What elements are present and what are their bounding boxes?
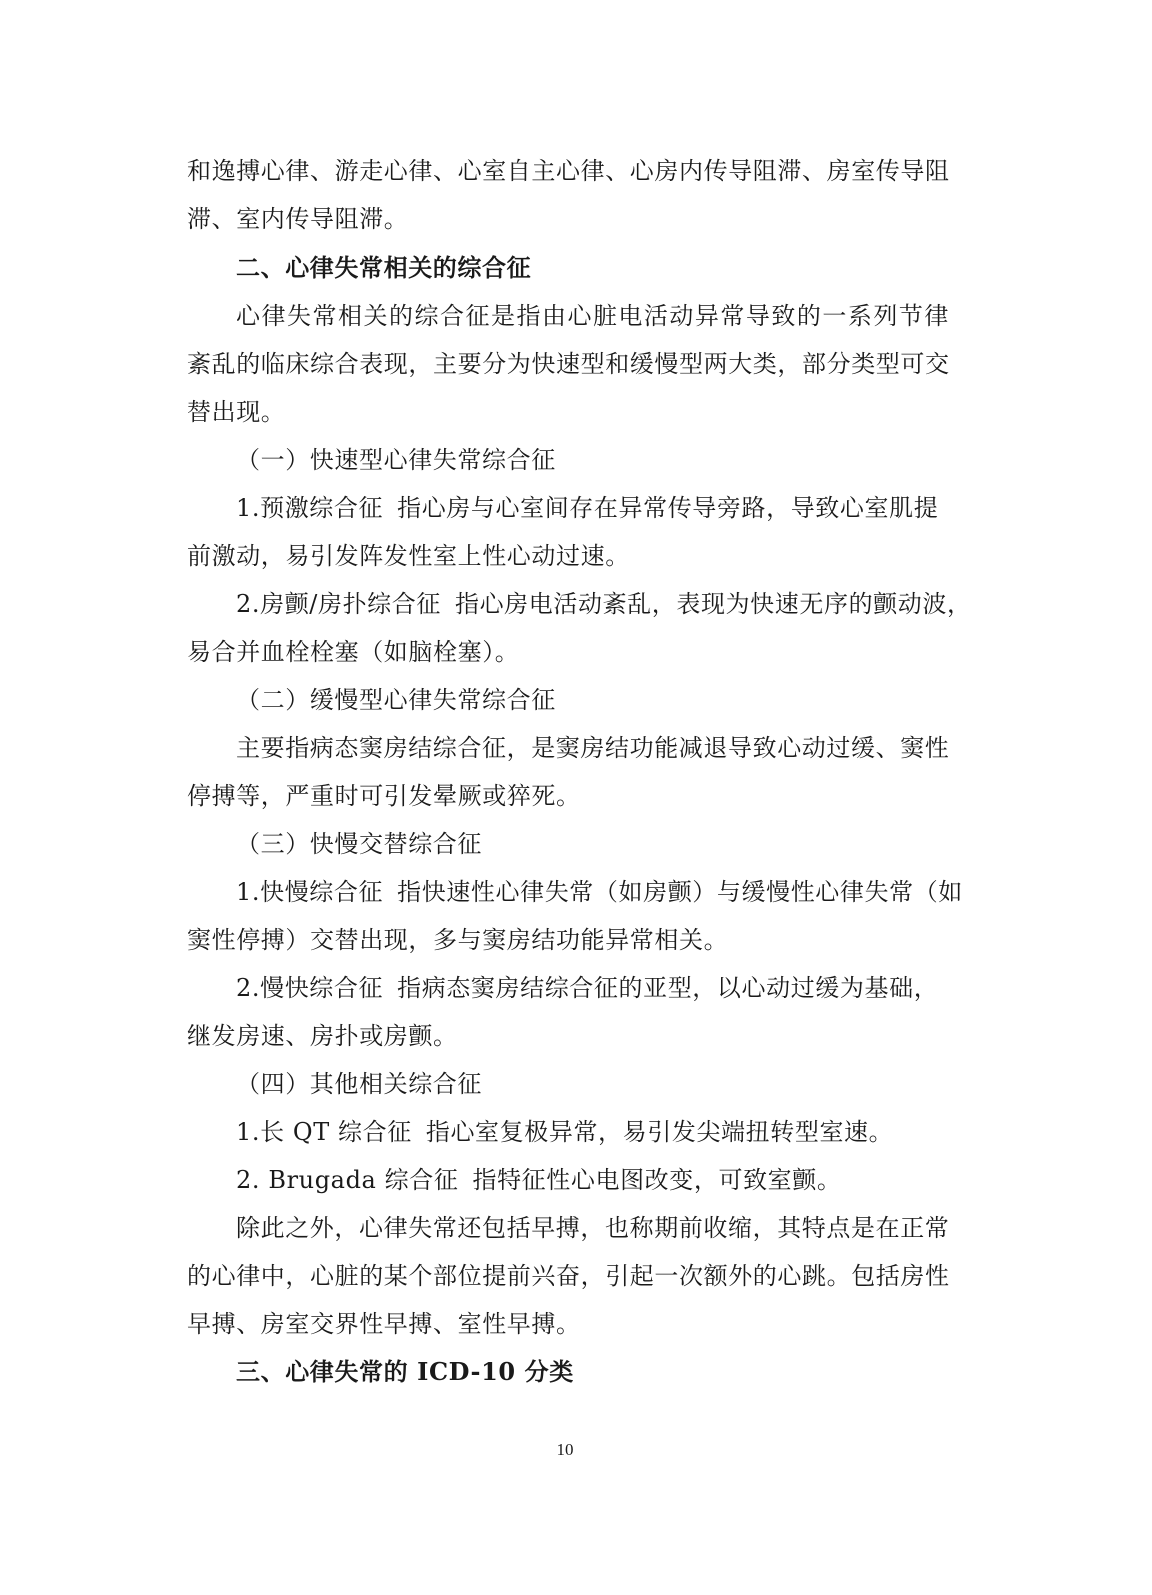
item-term: 2. Brugada 综合征 bbox=[236, 1166, 459, 1194]
text-line: 易合并血栓栓塞（如脑栓塞）。 bbox=[187, 638, 520, 666]
item-term: 2.慢快综合征 bbox=[236, 974, 384, 1002]
text-line: 的心律中，心脏的某个部位提前兴奋，引起一次额外的心跳。包括房性 bbox=[187, 1262, 950, 1290]
list-item bbox=[0, 972, 1152, 1004]
text-line: 早搏、房室交界性早搏、室性早搏。 bbox=[187, 1310, 581, 1338]
item-definition: 指特征性心电图改变，可致室颤。 bbox=[472, 1166, 842, 1194]
item-definition: 指心房与心室间存在异常传导旁路，导致心室肌提 bbox=[397, 494, 939, 522]
text-line: 替出现。 bbox=[187, 398, 286, 426]
item-definition: 指快速性心律失常（如房颤）与缓慢性心律失常（如 bbox=[397, 878, 963, 906]
list-item bbox=[0, 588, 1152, 620]
list-item bbox=[0, 1116, 1152, 1148]
list-item bbox=[0, 876, 1152, 908]
subsection-heading: （一）快速型心律失常综合征 bbox=[236, 446, 556, 474]
item-term: 1.预激综合征 bbox=[236, 494, 384, 522]
subsection-heading: （三）快慢交替综合征 bbox=[236, 830, 482, 858]
text-line: 和逸搏心律、游走心律、心室自主心律、心房内传导阻滞、房室传导阻 bbox=[187, 157, 950, 185]
text-line: 主要指病态窦房结综合征，是窦房结功能减退导致心动过缓、窦性 bbox=[236, 734, 950, 762]
text-line: 紊乱的临床综合表现，主要分为快速型和缓慢型两大类，部分类型可交 bbox=[187, 350, 950, 378]
text-line: 停搏等，严重时可引发晕厥或猝死。 bbox=[187, 782, 581, 810]
text-line: 心律失常相关的综合征是指由心脏电活动异常导致的一系列节律 bbox=[236, 302, 949, 330]
text-line: 除此之外，心律失常还包括早搏，也称期前收缩，其特点是在正常 bbox=[236, 1214, 950, 1242]
item-term: 2.房颤/房扑综合征 bbox=[236, 590, 441, 618]
item-definition: 指心房电活动紊乱，表现为快速无序的颤动波， bbox=[454, 590, 972, 618]
text-line: 前激动，易引发阵发性室上性心动过速。 bbox=[187, 542, 630, 570]
section-heading: 二、心律失常相关的综合征 bbox=[236, 253, 532, 282]
item-definition: 指病态窦房结综合征的亚型，以心动过缓为基础， bbox=[397, 974, 939, 1002]
subsection-heading: （四）其他相关综合征 bbox=[236, 1070, 482, 1098]
list-item bbox=[0, 492, 1152, 524]
item-term: 1.长 QT 综合征 bbox=[236, 1118, 412, 1146]
text-line: 继发房速、房扑或房颤。 bbox=[187, 1022, 458, 1050]
subsection-heading: （二）缓慢型心律失常综合征 bbox=[236, 686, 556, 714]
page-number: 10 bbox=[556, 1440, 574, 1459]
list-item bbox=[0, 1164, 1152, 1196]
item-term: 1.快慢综合征 bbox=[236, 878, 384, 906]
text-line: 滞、室内传导阻滞。 bbox=[187, 205, 409, 233]
item-definition: 指心室复极异常，易引发尖端扭转型室速。 bbox=[425, 1118, 894, 1146]
section-heading: 三、心律失常的 ICD-10 分类 bbox=[236, 1357, 574, 1386]
text-line: 窦性停搏）交替出现，多与窦房结功能异常相关。 bbox=[187, 926, 729, 954]
